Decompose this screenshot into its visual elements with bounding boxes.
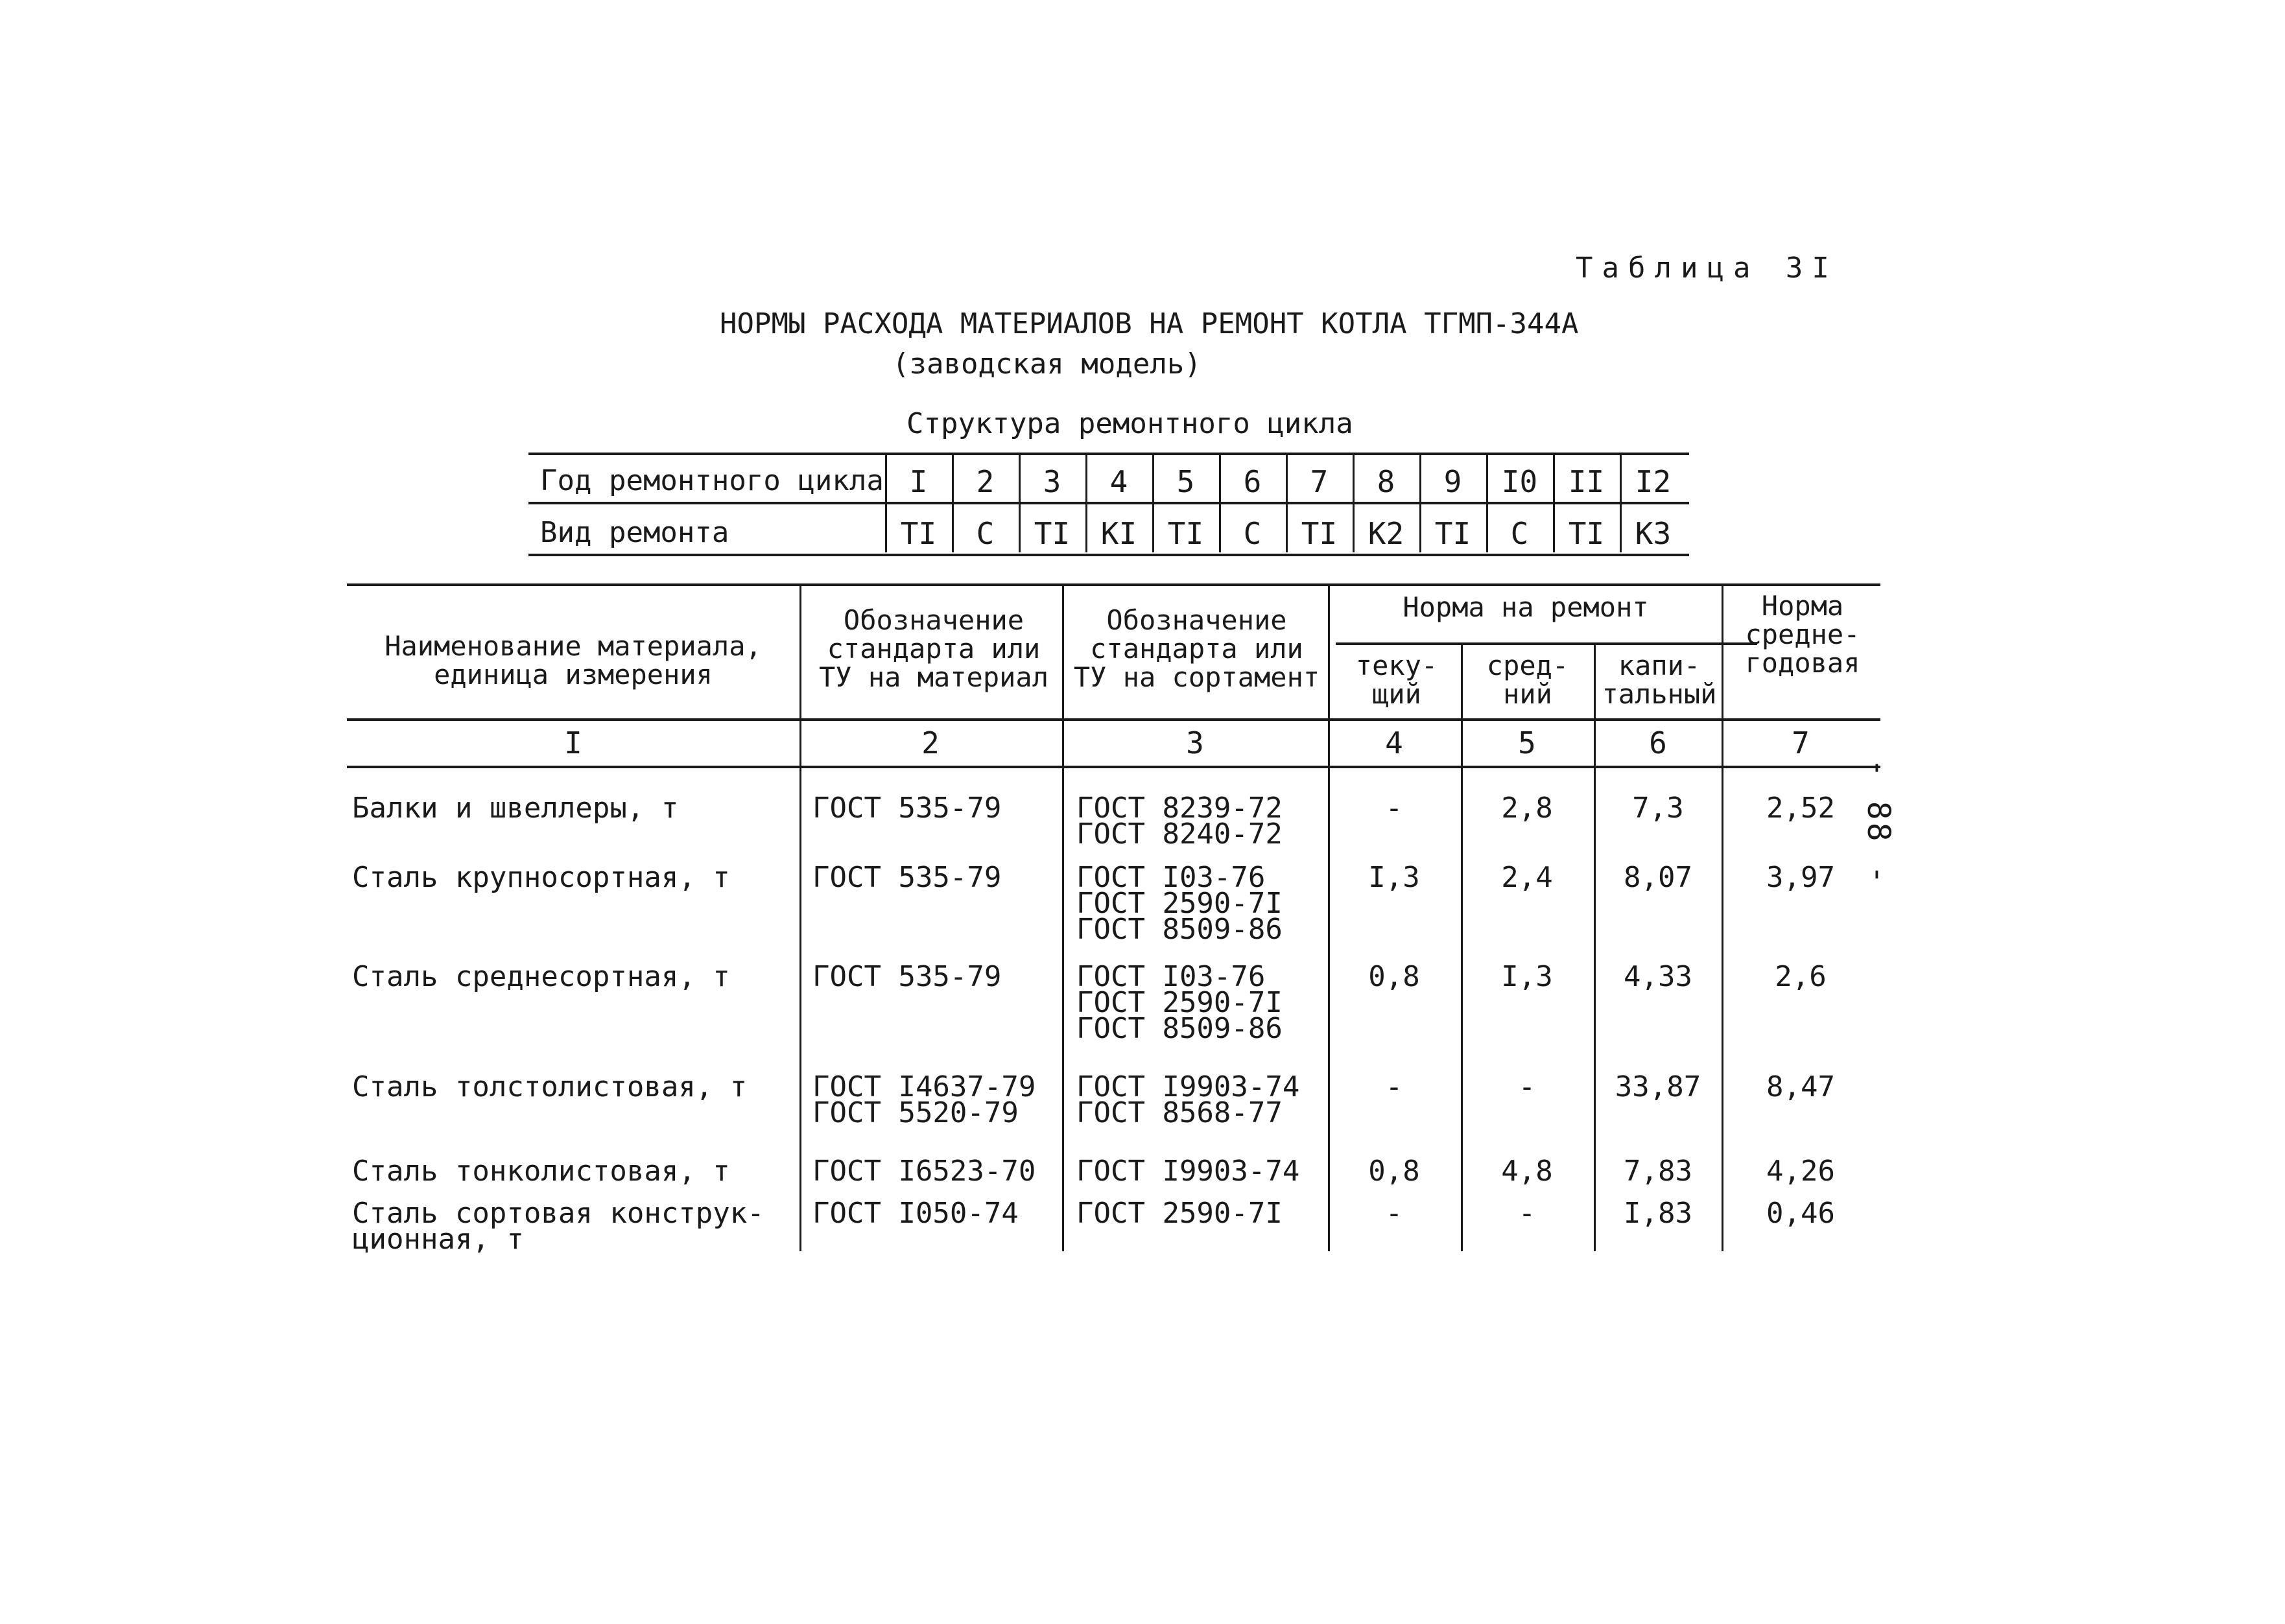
- column-number: 7: [1792, 725, 1810, 760]
- header-line: ний: [1503, 678, 1552, 710]
- header-line: ТУ на материал: [818, 661, 1048, 693]
- material-name: Сталь сортовая конструк-: [352, 1197, 764, 1230]
- cycle-year: 6: [1243, 464, 1262, 499]
- document-title: НОРМЫ РАСХОДА МАТЕРИАЛОВ НА РЕМОНТ КОТЛА ТГМП-344А: [720, 307, 1579, 340]
- material-name: Сталь тонколистовая, т: [352, 1155, 730, 1188]
- cycle-year: 3: [1043, 464, 1061, 499]
- header-line: теку-: [1355, 650, 1438, 681]
- repair-type: С: [1243, 516, 1262, 551]
- repair-type: КI: [1100, 516, 1137, 551]
- header-line: Норма: [1761, 590, 1844, 622]
- norm-medium: -: [1518, 1197, 1536, 1230]
- norm-medium: 2,8: [1501, 792, 1553, 825]
- repair-type: С: [1510, 516, 1529, 551]
- assortment-standard: ГОСТ 8509-86: [1076, 1012, 1283, 1045]
- material-name: Сталь крупносортная, т: [352, 861, 730, 894]
- assortment-standard: ГОСТ 8240-72: [1076, 818, 1283, 851]
- column-number: 3: [1186, 725, 1204, 760]
- cycle-year: I2: [1635, 464, 1672, 499]
- material-standard: ГОСТ 5520-79: [812, 1096, 1019, 1129]
- header-line: единица измерения: [434, 659, 713, 690]
- header-annual-norm: [1725, 592, 1880, 677]
- repair-type: К2: [1367, 516, 1404, 551]
- norm-current: -: [1385, 1070, 1403, 1103]
- repair-type: ТI: [1167, 516, 1204, 551]
- material-name: Балки и швеллеры, т: [352, 792, 679, 825]
- column-number: 5: [1518, 725, 1536, 760]
- header-line: Обозначение: [1106, 604, 1287, 636]
- norm-capital: 33,87: [1615, 1070, 1701, 1103]
- header-line: капи-: [1618, 650, 1701, 681]
- divider: [1336, 642, 1757, 645]
- column-number: 4: [1385, 725, 1403, 760]
- divider: [1328, 583, 1330, 1251]
- header-material-name: [347, 632, 799, 689]
- norm-current: -: [1385, 792, 1403, 825]
- header-line: сред-: [1486, 650, 1569, 681]
- cycle-year: 8: [1377, 464, 1395, 499]
- header-line: средне-: [1745, 618, 1860, 650]
- assortment-standard: ГОСТ I03-76: [1076, 861, 1266, 894]
- assortment-standard: ГОСТ 2590-7I: [1076, 887, 1283, 920]
- divider: [528, 453, 1689, 455]
- cycle-year: 5: [1176, 464, 1195, 499]
- repair-type: ТI: [900, 516, 937, 551]
- assortment-standard: ГОСТ I03-76: [1076, 960, 1266, 993]
- header-norm-group: Норма на ремонт: [1403, 591, 1649, 623]
- assortment-standard: ГОСТ 2590-7I: [1076, 1197, 1283, 1230]
- header-line: тальный: [1602, 678, 1717, 710]
- material-name: ционная, т: [352, 1223, 524, 1256]
- material-standard: ГОСТ 535-79: [812, 861, 1002, 894]
- norm-annual: 2,6: [1775, 960, 1827, 993]
- column-number: I: [564, 725, 582, 760]
- header-line: щий: [1372, 678, 1421, 710]
- divider: [1062, 583, 1064, 1251]
- norm-capital: 7,3: [1632, 792, 1684, 825]
- norm-current: 0,8: [1368, 1155, 1420, 1188]
- repair-type: ТI: [1301, 516, 1338, 551]
- norm-annual: 3,97: [1766, 861, 1835, 894]
- cycle-year: 7: [1310, 464, 1329, 499]
- header-line: Обозначение: [843, 604, 1024, 636]
- header-assortment-standard: [1065, 606, 1328, 692]
- repair-type-label: Вид ремонта: [540, 516, 729, 549]
- cycle-year: 9: [1443, 464, 1462, 499]
- header-line: стандарта или: [1090, 633, 1303, 665]
- norm-capital: 4,33: [1624, 960, 1692, 993]
- norm-annual: 4,26: [1766, 1155, 1835, 1188]
- norm-medium: -: [1518, 1070, 1536, 1103]
- header-line: ТУ на сортамент: [1073, 661, 1320, 693]
- norm-medium: 2,4: [1501, 861, 1553, 894]
- repair-type: К3: [1635, 516, 1672, 551]
- assortment-standard: ГОСТ 2590-7I: [1076, 986, 1283, 1019]
- header-capital: [1596, 652, 1723, 709]
- page-number: - 88 -: [1860, 759, 1897, 887]
- repair-cycle-table: [528, 449, 1683, 559]
- material-standard: ГОСТ I6523-70: [812, 1155, 1036, 1188]
- document-subtitle: (заводская модель): [892, 347, 1202, 381]
- material-standard: ГОСТ I4637-79: [812, 1070, 1036, 1103]
- column-number: 2: [921, 725, 940, 760]
- norm-annual: 8,47: [1766, 1070, 1835, 1103]
- repair-type: С: [976, 516, 995, 551]
- norm-capital: I,83: [1624, 1197, 1692, 1230]
- divider: [799, 583, 801, 1251]
- cycle-year: I0: [1501, 464, 1538, 499]
- norm-current: I,3: [1368, 861, 1420, 894]
- divider: [528, 502, 1689, 504]
- cycle-year: 4: [1109, 464, 1128, 499]
- cycle-year: II: [1568, 464, 1605, 499]
- assortment-standard: ГОСТ 8509-86: [1076, 913, 1283, 946]
- header-line: Наименование материала,: [385, 630, 762, 662]
- norm-current: 0,8: [1368, 960, 1420, 993]
- table-label: Таблица 3I: [1576, 252, 1838, 285]
- repair-type: ТI: [1434, 516, 1471, 551]
- assortment-standard: ГОСТ I9903-74: [1076, 1070, 1300, 1103]
- material-name: Сталь толстолистовая, т: [352, 1070, 748, 1103]
- material-name: Сталь среднесортная, т: [352, 960, 730, 993]
- divider: [347, 718, 1880, 721]
- norm-annual: 0,46: [1766, 1197, 1835, 1230]
- header-medium: [1463, 652, 1592, 709]
- norm-annual: 2,52: [1766, 792, 1835, 825]
- divider: [528, 554, 1689, 556]
- norm-medium: 4,8: [1501, 1155, 1553, 1188]
- header-line: годовая: [1745, 647, 1860, 679]
- cycle-year: 2: [976, 464, 995, 499]
- material-standard: ГОСТ 535-79: [812, 792, 1002, 825]
- norm-current: -: [1385, 1197, 1403, 1230]
- header-current: [1332, 652, 1461, 709]
- cycle-caption: Структура ремонтного цикла: [906, 407, 1353, 440]
- header-line: стандарта или: [827, 633, 1041, 665]
- column-number: 6: [1649, 725, 1667, 760]
- cycle-year: I: [909, 464, 928, 499]
- repair-type: ТI: [1568, 516, 1605, 551]
- material-standard: ГОСТ I050-74: [812, 1197, 1019, 1230]
- repair-type: ТI: [1034, 516, 1071, 551]
- cycle-year-label: Год ремонтного цикла: [540, 464, 884, 497]
- norm-capital: 8,07: [1624, 861, 1692, 894]
- assortment-standard: ГОСТ I9903-74: [1076, 1155, 1300, 1188]
- divider: [347, 766, 1880, 768]
- material-standard: ГОСТ 535-79: [812, 960, 1002, 993]
- materials-table: [347, 580, 1877, 1261]
- assortment-standard: ГОСТ 8239-72: [1076, 792, 1283, 825]
- divider: [347, 583, 1880, 586]
- norm-medium: I,3: [1501, 960, 1553, 993]
- header-material-standard: [807, 606, 1060, 692]
- assortment-standard: ГОСТ 8568-77: [1076, 1096, 1283, 1129]
- norm-capital: 7,83: [1624, 1155, 1692, 1188]
